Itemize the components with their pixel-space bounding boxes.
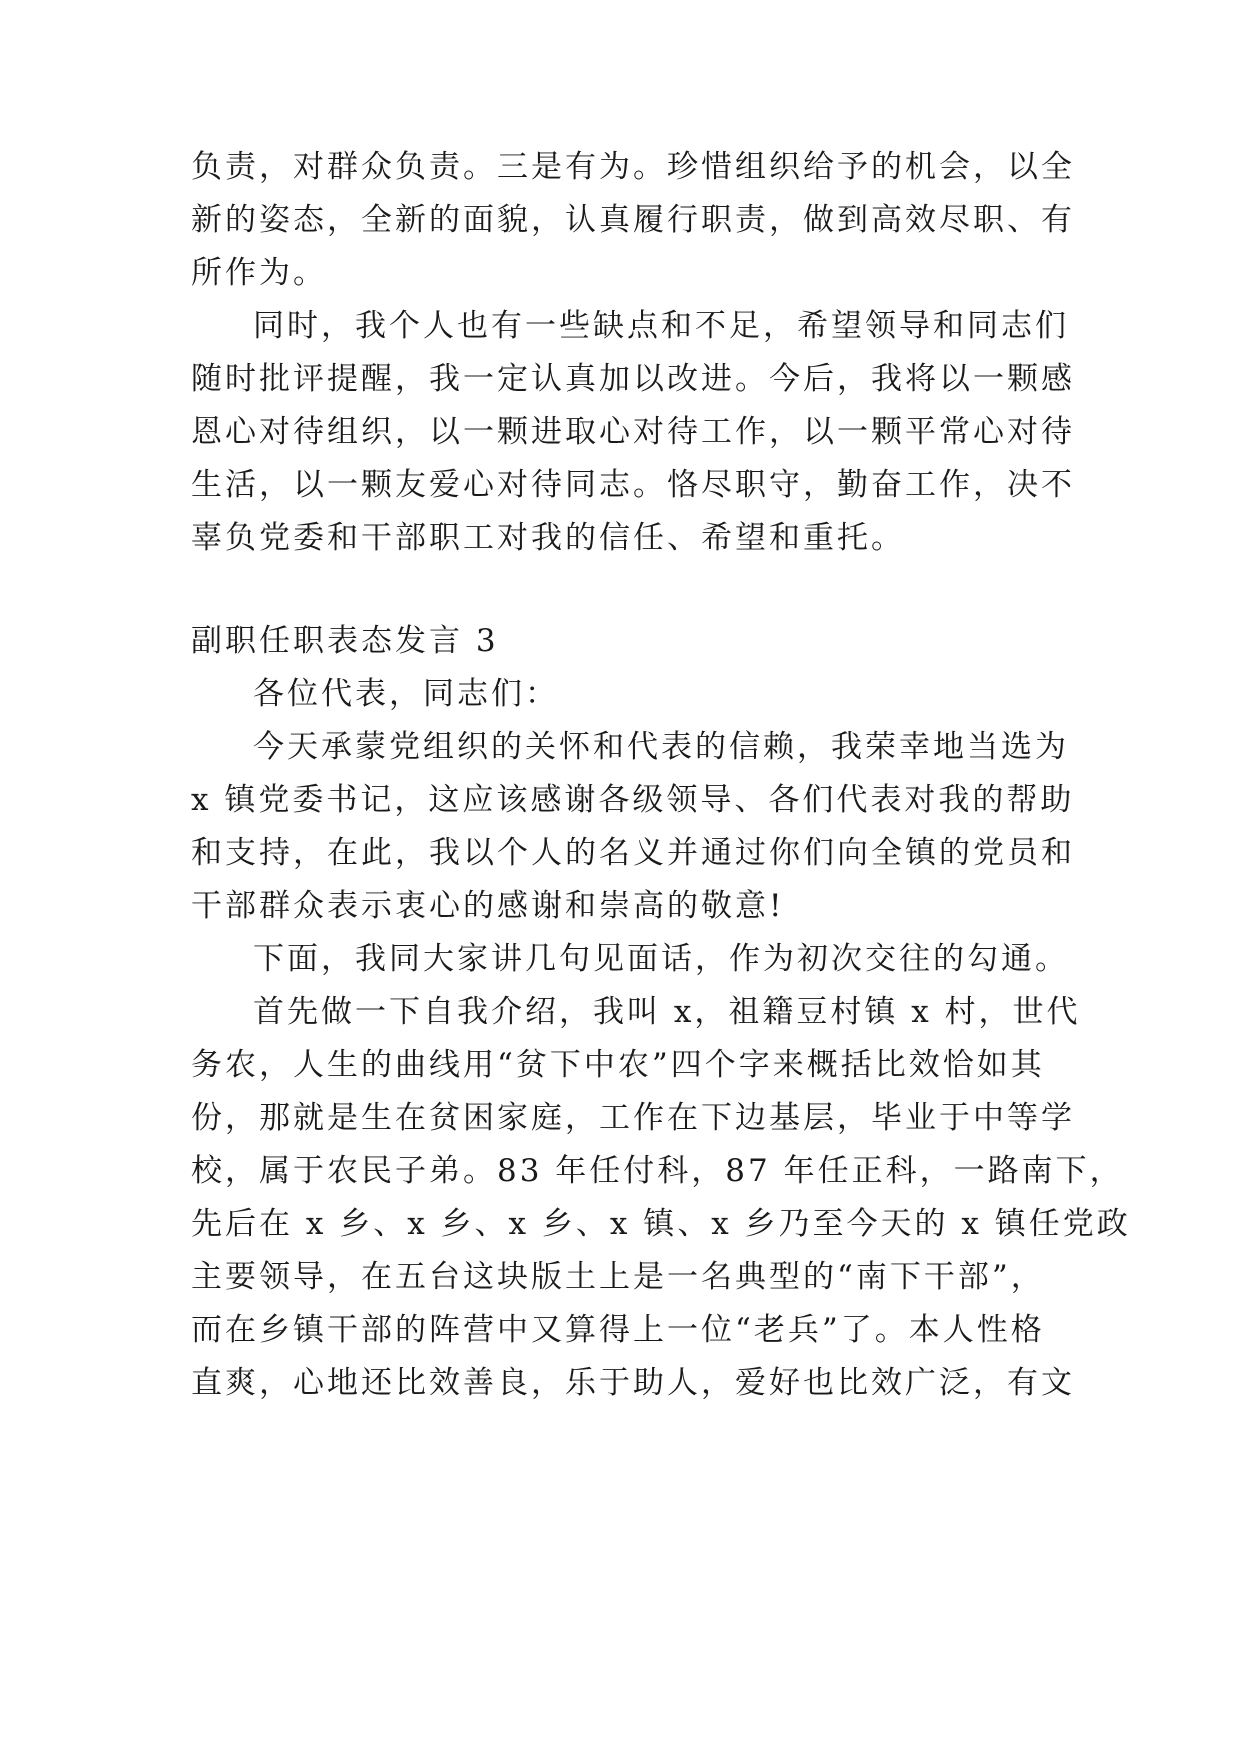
- text-line: 务农，人生的曲线用“贫下中农”四个字来概括比效恰如其: [191, 1047, 1045, 1083]
- text-line: 辜负党委和干部职工对我的信任、希望和重托。: [191, 520, 905, 556]
- salutation: 各位代表，同志们：: [253, 676, 559, 712]
- text-line: 份，那就是生在贫困家庭，工作在下边基层，毕业于中等学: [191, 1100, 1075, 1136]
- text-line: x 镇党委书记，这应该感谢各级领导、各们代表对我的帮助: [191, 782, 1075, 818]
- paragraph-first-line: 首先做一下自我介绍，我叫 x，祖籍豆村镇 x 村，世代: [253, 994, 1081, 1030]
- text-line: 先后在 x 乡、x 乡、x 乡、x 镇、x 乡乃至今天的 x 镇任党政: [191, 1206, 1131, 1242]
- text-line: 恩心对待组织，以一颗进取心对待工作，以一颗平常心对待: [191, 414, 1075, 450]
- paragraph-first-line: 下面，我同大家讲几句见面话，作为初次交往的勾通。: [253, 941, 1069, 977]
- text-line: 直爽，心地还比效善良，乐于助人，爱好也比效广泛，有文: [191, 1365, 1075, 1401]
- section-heading: 副职任职表态发言 3: [191, 623, 499, 659]
- paragraph-first-line: 同时，我个人也有一些缺点和不足，希望领导和同志们: [253, 308, 1069, 344]
- text-line: 和支持，在此，我以个人的名义并通过你们向全镇的党员和: [191, 835, 1075, 871]
- text-line: 而在乡镇干部的阵营中又算得上一位“老兵”了。本人性格: [191, 1312, 1045, 1348]
- text-line: 所作为。: [191, 255, 327, 291]
- text-line: 随时批评提醒，我一定认真加以改进。今后，我将以一颗感: [191, 361, 1075, 397]
- text-line: 负责，对群众负责。三是有为。珍惜组织给予的机会，以全: [191, 149, 1075, 185]
- text-line: 主要领导，在五台这块版土上是一名典型的“南下干部”，: [191, 1259, 1045, 1295]
- paragraph-first-line: 今天承蒙党组织的关怀和代表的信赖，我荣幸地当选为: [253, 729, 1069, 765]
- text-line: 校，属于农民子弟。83 年任付科，87 年任正科，一路南下，: [191, 1153, 1124, 1189]
- text-line: 生活，以一颗友爱心对待同志。恪尽职守，勤奋工作，决不: [191, 467, 1075, 503]
- text-line: 新的姿态，全新的面貌，认真履行职责，做到高效尽职、有: [191, 202, 1075, 238]
- text-line: 干部群众表示衷心的感谢和崇高的敬意!: [191, 888, 785, 924]
